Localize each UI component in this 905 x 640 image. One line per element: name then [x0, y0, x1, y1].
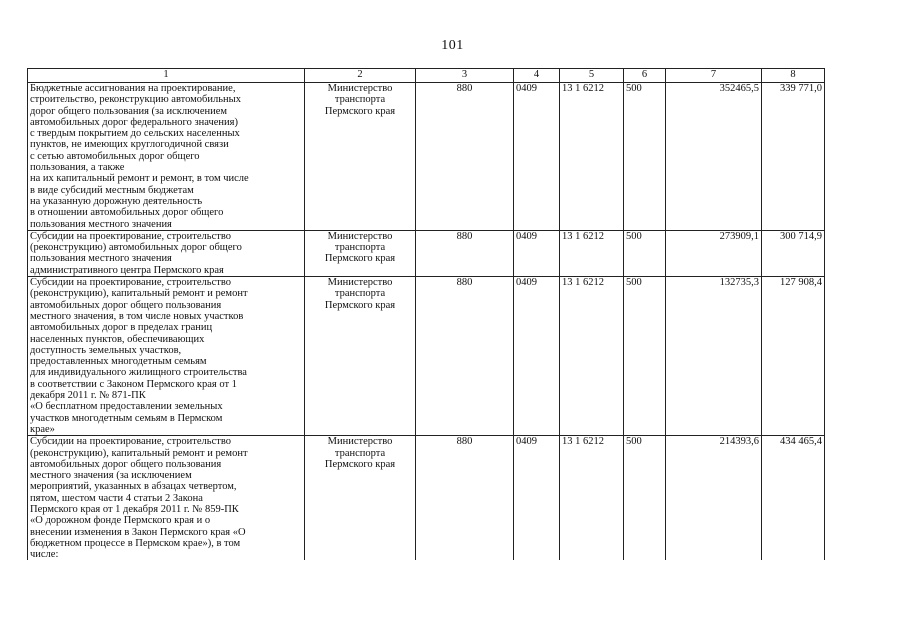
description-line: автомобильных дорог федерального значения)	[30, 116, 238, 128]
description-line: числе:	[30, 549, 59, 561]
description-line: местного значения, в том числе новых участков	[30, 310, 244, 322]
col-header-6: 6	[624, 69, 666, 83]
ministry-code-cell: 880	[416, 83, 514, 231]
description-line: в виде субсидий местным бюджетам	[30, 184, 194, 196]
description-line: с сетью автомобильных дорог общего	[30, 150, 200, 162]
description-line: автомобильных дорог общего пользования	[30, 458, 222, 470]
description-line: доступность земельных участков,	[30, 344, 182, 356]
section-code-cell: 0409	[514, 436, 560, 561]
administrator-cell	[305, 83, 416, 231]
target-article-cell: 13 1 6212	[560, 83, 624, 231]
description-line: автомобильных дорог общего пользования	[30, 299, 222, 311]
description-line: «О бесплатном предоставлении земельных	[30, 401, 223, 413]
amount-cell-7: 273909,1	[666, 230, 762, 276]
description-line: (реконструкцию), капитальный ремонт и ремонт	[30, 288, 248, 300]
description-line: строительство, реконструкцию автомобильных	[30, 94, 241, 106]
col-header-1: 1	[28, 69, 305, 83]
administrator-line: Министерство	[327, 230, 393, 242]
col-header-5: 5	[560, 69, 624, 83]
description-line: в отношении автомобильных дорог общего	[30, 207, 224, 219]
description-line: декабря 2011 г. № 871-ПК	[30, 390, 146, 402]
description-line: Субсидии на проектирование, строительство	[30, 277, 231, 289]
description-line: «О дорожном фонде Пермского края и о	[30, 515, 211, 527]
table-row	[28, 230, 825, 276]
description-line: на их капитальный ремонт и ремонт, в том числе	[30, 173, 249, 185]
expense-type-cell: 500	[624, 436, 666, 561]
section-code-cell: 0409	[514, 277, 560, 436]
amount-cell-8: 300 714,9	[762, 230, 825, 276]
expense-type-cell: 500	[624, 230, 666, 276]
description-line: административного центра Пермского края	[30, 264, 224, 276]
amount-cell-7: 132735,3	[666, 277, 762, 436]
table-body	[28, 83, 825, 561]
administrator-line: Министерство	[327, 277, 393, 289]
expense-type-cell: 500	[624, 83, 666, 231]
administrator-line: Министерство	[327, 83, 393, 94]
administrator-line: транспорта	[334, 288, 386, 300]
administrator-line: Пермского края	[324, 105, 396, 117]
description-line: с твердым покрытием до сельских населенных	[30, 128, 240, 140]
administrator-line: транспорта	[334, 447, 386, 459]
administrator-line: Пермского края	[324, 299, 396, 311]
expense-type-cell: 500	[624, 277, 666, 436]
description-line: в соответствии с Законом Пермского края от 1	[30, 378, 237, 390]
ministry-code-cell: 880	[416, 436, 514, 561]
description-line: Субсидии на проектирование, строительство	[30, 436, 231, 448]
description-line: (реконструкцию), капитальный ремонт и ремонт	[30, 447, 248, 459]
col-header-8: 8	[762, 69, 825, 83]
description-line: для индивидуального жилищного строительства	[30, 367, 247, 379]
table-row	[28, 83, 825, 231]
col-header-4: 4	[514, 69, 560, 83]
expense-description-cell	[28, 277, 305, 436]
table-row	[28, 277, 825, 436]
administrator-line: Министерство	[327, 436, 393, 448]
description-line: внесении изменения в Закон Пермского края «О	[30, 526, 246, 538]
expense-description-cell	[28, 436, 305, 561]
section-code-cell: 0409	[514, 83, 560, 231]
amount-cell-7: 214393,6	[666, 436, 762, 561]
description-line: Пермского края от 1 декабря 2011 г. № 859-ПК	[30, 503, 239, 515]
description-line: Субсидии на проектирование, строительство	[30, 230, 231, 242]
description-line: пользования местного значения	[30, 218, 172, 230]
budget-table	[27, 68, 825, 560]
description-line: мероприятий, указанных в абзацах четвертом,	[30, 481, 237, 493]
target-article-cell: 13 1 6212	[560, 230, 624, 276]
col-header-7: 7	[666, 69, 762, 83]
ministry-code-cell: 880	[416, 230, 514, 276]
amount-cell-8: 127 908,4	[762, 277, 825, 436]
administrator-cell	[305, 277, 416, 436]
description-line: (реконструкцию) автомобильных дорог общего	[30, 242, 242, 254]
description-line: пользования, а также	[30, 162, 125, 174]
description-line: пользования местного значения	[30, 253, 172, 265]
description-line: предоставленных многодетным семьям	[30, 356, 207, 368]
description-line: пятом, шестом части 4 статьи 2 Закона	[30, 492, 203, 504]
amount-cell-8: 434 465,4	[762, 436, 825, 561]
description-line: дорог общего пользования (за исключением	[30, 105, 228, 117]
administrator-line: транспорта	[334, 94, 386, 106]
table-row	[28, 436, 825, 561]
administrator-line: Пермского края	[324, 458, 396, 470]
target-article-cell: 13 1 6212	[560, 277, 624, 436]
amount-cell-8: 339 771,0	[762, 83, 825, 231]
description-line: крае»	[30, 423, 55, 435]
administrator-cell	[305, 230, 416, 276]
description-line: на указанную дорожную деятельность	[30, 195, 203, 207]
description-line: автомобильных дорог в пределах границ	[30, 322, 213, 334]
description-line: бюджетном процессе в Пермском крае»), в том	[30, 537, 241, 549]
col-header-2: 2	[305, 69, 416, 83]
description-line: Бюджетные ассигнования на проектирование,	[30, 83, 236, 94]
description-line: участков многодетным семьям в Пермском	[30, 412, 223, 424]
header-row	[28, 69, 825, 83]
col-header-3: 3	[416, 69, 514, 83]
description-line: пунктов, не имеющих круглогодичной связи	[30, 139, 229, 151]
expense-description-cell	[28, 83, 305, 231]
description-line: местного значения (за исключением	[30, 470, 192, 482]
administrator-line: Пермского края	[324, 253, 396, 265]
target-article-cell: 13 1 6212	[560, 436, 624, 561]
amount-cell-7: 352465,5	[666, 83, 762, 231]
description-line: населенных пунктов, обеспечивающих	[30, 333, 205, 345]
administrator-cell	[305, 436, 416, 561]
expense-description-cell	[28, 230, 305, 276]
administrator-line: транспорта	[334, 242, 386, 254]
ministry-code-cell: 880	[416, 277, 514, 436]
section-code-cell: 0409	[514, 230, 560, 276]
page-number: 101	[441, 38, 464, 53]
